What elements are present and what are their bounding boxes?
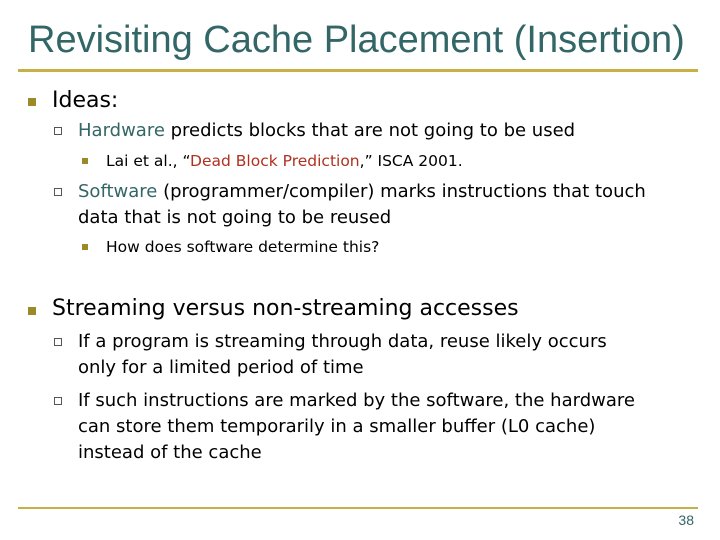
streaming-reuse-line2: only for a limited period of time [78, 357, 364, 378]
square-bullet-icon [28, 98, 36, 106]
bullet-streaming-text: Streaming versus non-streaming accesses [52, 296, 519, 321]
software-keyword: Software [78, 181, 158, 202]
hollow-square-bullet-icon [54, 188, 62, 196]
hollow-square-bullet-icon [54, 338, 62, 346]
lai-citation-text [106, 151, 463, 171]
streaming-buffer-line1: If such instructions are marked by the software, the hardware [78, 390, 635, 411]
slide-title: Revisiting Cache Placement (Insertion) [28, 19, 685, 61]
streaming-buffer-line3: instead of the cache [78, 442, 262, 463]
hardware-keyword: Hardware [78, 120, 165, 141]
bullet-hardware-text [78, 118, 575, 143]
bullet-ideas-text: Ideas: [52, 88, 119, 113]
hollow-square-bullet-icon [54, 397, 62, 405]
square-bullet-icon [82, 244, 88, 250]
bullet-software-line2: data that is not going to be reused [78, 207, 392, 228]
bullet-software-line1 [78, 179, 646, 204]
dead-block-prediction-link: Dead Block Prediction [190, 152, 360, 170]
streaming-reuse-line1: If a program is streaming through data, reuse likely occurs [78, 331, 607, 352]
title-divider [18, 69, 698, 72]
square-bullet-icon [28, 307, 36, 315]
lai-citation-prefix: Lai et al., “ [106, 152, 191, 170]
lai-citation-suffix: ,” ISCA 2001. [359, 152, 463, 170]
footer-divider [18, 507, 698, 509]
hardware-rest: predicts blocks that are not going to be used [164, 120, 576, 141]
software-question-text: How does software determine this? [106, 238, 380, 256]
software-rest: (programmer/compiler) marks instructions that touch [157, 181, 646, 202]
slide-number: 38 [678, 512, 694, 528]
square-bullet-icon [82, 158, 88, 164]
streaming-buffer-line2: can store them temporarily in a smaller buffer (L0 cache) [78, 416, 596, 437]
hollow-square-bullet-icon [54, 127, 62, 135]
